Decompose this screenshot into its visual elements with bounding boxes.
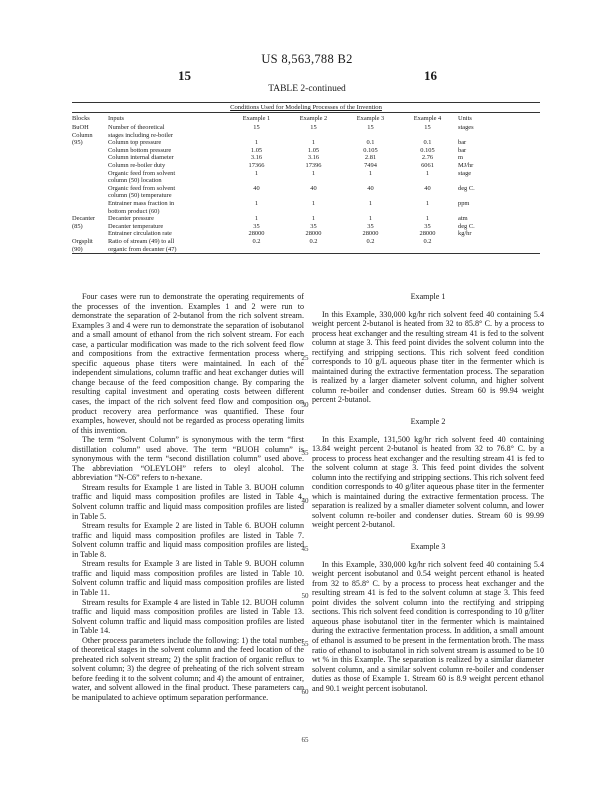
line-number: 45	[301, 545, 309, 553]
page-number-right: 16	[424, 68, 437, 83]
table-cell: 17396	[305, 162, 322, 170]
table-cell	[72, 177, 108, 185]
table-cell: 1	[254, 169, 259, 177]
table-cell: 40	[424, 184, 431, 192]
example-heading: Example 3	[410, 542, 446, 552]
table-subtitle: Conditions Used for Modeling Processes of the Invention	[230, 104, 382, 111]
table-row	[72, 230, 540, 238]
table-cell: bar	[458, 139, 467, 147]
table-cell: 35	[253, 222, 260, 230]
table-cell: kg/hr	[458, 230, 472, 238]
table-caption: TABLE 2-continued	[268, 84, 346, 94]
table-row	[72, 170, 540, 178]
table-cell: BuOH	[72, 124, 89, 132]
table-cell: 6061	[421, 162, 434, 170]
paragraph: Other process parameters include the following: 1) the total number of theoretical stages in the solvent column and the feed location of the preheated rich solvent stream; 2) the split fraction of organic reflux to solvent column; 3) the degree of preheating of the rich solvent stream before feeding it to the solvent column; and 4) the amount of entrainer, water, and solvent allowed in the final product. These parameters can be manipulated to achieve optimum separation performance.	[72, 635, 304, 702]
table-cell: 3.16	[307, 154, 320, 162]
table-row	[72, 147, 540, 155]
example-heading: Example 2	[410, 417, 446, 427]
table-cell: bar	[458, 146, 467, 154]
table-cell	[342, 246, 399, 254]
table-cell: deg C.	[458, 222, 475, 230]
table-cell: Column top pressure	[108, 139, 162, 147]
table-cell: 1	[311, 139, 316, 147]
paragraph: Four cases were run to demonstrate the operating requirements of the processes of the invention. Examples 1 and 2 were run to demonstrate the separation of 2-butanol from the rich solvent stream. Examples 3 and 4 were run to demonstrate the separation of isobutanol and a small amount of ethanol from the rich solvent stream. For each case, a particular modification was made to the rich solvent feed flow and compositions from the extractive fermentation process where specific aqueous phase titers were maintained. In each of the independent simulations, column traffic and heat exchanger duties will change because of the feed composition change. By comparing the resulting capital investment and operating costs between different cases, the impact of the rich solvent feed flow and composition on product recovery area performance was quantified. These four examples, however, should not be regarded as process operating limits of this invention.	[72, 292, 304, 435]
table-row	[72, 162, 540, 170]
table-cell	[228, 132, 285, 140]
table-cell	[285, 192, 342, 200]
line-number: 55	[301, 640, 309, 648]
table-cell: 0.2	[252, 238, 261, 245]
table-cell: 40	[367, 184, 374, 192]
column-header: Example 4	[413, 114, 442, 122]
table-cell: 2.76	[421, 154, 434, 162]
line-number: 65	[301, 736, 309, 744]
column-header: Example 2	[299, 114, 328, 122]
table-cell	[228, 246, 285, 254]
line-number: 30	[301, 401, 309, 409]
table-cell	[399, 246, 456, 254]
table-cell	[72, 200, 108, 208]
table-cell	[456, 132, 540, 140]
table-cell	[72, 162, 108, 170]
table-cell: 1	[425, 169, 430, 177]
table-cell	[72, 192, 108, 200]
table-cell: Orgsplit	[72, 238, 93, 245]
table-cell	[72, 170, 108, 178]
table-row	[72, 139, 540, 147]
table-cell: Decanter temperature	[108, 222, 164, 230]
table-cell	[228, 192, 285, 200]
table-cell: 15	[310, 124, 317, 132]
paragraph: Stream results for Example 4 are listed in Table 12. BUOH column traffic and liquid mass composition profiles are listed in Table 13. Solvent column traffic and liquid mass composition profiles are listed in Table 14.	[72, 597, 304, 636]
table-cell	[342, 208, 399, 216]
table-cell: 0.1	[423, 139, 432, 147]
table-cell: ppm	[458, 200, 470, 208]
table-cell	[456, 208, 540, 216]
table-cell: 40	[253, 184, 260, 192]
table-cell: 0.2	[309, 238, 318, 245]
table-cell	[285, 246, 342, 254]
table-row	[72, 185, 540, 193]
table-cell: 1.05	[307, 146, 320, 154]
table-cell	[399, 132, 456, 140]
table-cell: Column bottom pressure	[108, 146, 172, 154]
table-cell: (90)	[72, 245, 83, 253]
table-cell: 1	[368, 200, 373, 208]
table-cell: column (50) temperature	[108, 192, 172, 200]
table-cell: Decanter	[72, 215, 96, 223]
table-cell: 17366	[248, 162, 265, 170]
table-cell	[456, 246, 540, 254]
table-row	[72, 208, 540, 216]
table-header-row	[72, 113, 540, 125]
table-cell: 1	[425, 200, 430, 208]
table-cell: 40	[310, 184, 317, 192]
table-cell: 35	[310, 222, 317, 230]
table-cell: Ratio of stream (49) to all	[108, 238, 175, 245]
table-cell: 0.105	[363, 146, 378, 154]
table-cell: 0.2	[423, 238, 432, 245]
table-cell: stages	[458, 124, 474, 132]
table-cell	[399, 208, 456, 216]
table-row	[72, 154, 540, 162]
table-cell	[72, 230, 108, 238]
table-cell	[72, 185, 108, 193]
table-cell: Column re-boiler duty	[108, 162, 166, 170]
table-row	[72, 238, 540, 246]
table-cell: 0.1	[366, 139, 375, 147]
conditions-table	[72, 102, 540, 254]
table-cell	[399, 192, 456, 200]
example-text: In this Example, 330,000 kg/hr rich solvent feed 40 containing 5.4 weight percent isobutanol and 0.54 weight percent ethanol is heated from 32 to 85.8° C. by a process to process heat exchanger and the resulting stream 41 is fed to the solvent column at stage 3. This feed point divides the solvent column into the rectifying and stripping sections. This rich solvent feed condition is corresponding to 10 g/liter aqueous phase isobutanol titer in the fermenter which is maintained during the extractive fermentation process. In addition, a small amount of ethanol is assumed to be present in the fermentation broth. The mass ratio of ethanol to isobutanol in rich solvent stream is assumed to be 10 wt % in this Example. The separation is realized by a similar diameter solvent column, and a similar solvent column re-boiler and condenser duties as those of Example 1. Stream 60 is 8.9 weight percent ethanol and 90.1 weight percent isobutanol.	[312, 559, 544, 693]
table-cell	[342, 177, 399, 185]
table-cell: 7494	[364, 162, 377, 170]
table-cell: Organic feed from solvent	[108, 184, 176, 192]
paragraph: Stream results for Example 2 are listed in Table 6. BUOH column traffic and liquid mass composition profiles are listed in Table 7. Solvent column traffic and liquid mass composition profiles are listed in Table 8.	[72, 521, 304, 559]
line-number: 35	[301, 449, 309, 457]
table-cell: 1	[425, 215, 430, 223]
table-row	[72, 177, 540, 185]
paragraph: The term “Solvent Column” is synonymous with the term “first distillation column” used above. The term “BUOH column” is synonymous with the term “second distillation column” used above. The abbreviation “OLEYLOH” refers to oleyl alcohol. The abbreviation “N-C6” refers to n-hexane.	[72, 435, 304, 483]
table-cell	[456, 177, 540, 185]
table-cell: 3.16	[250, 154, 263, 162]
table-row	[72, 215, 540, 223]
table-cell: Organic feed from solvent	[108, 169, 176, 177]
column-header: Inputs	[108, 114, 124, 122]
table-cell	[228, 208, 285, 216]
table-cell: 0.105	[420, 146, 435, 154]
table-cell: deg C.	[458, 184, 475, 192]
table-cell	[342, 132, 399, 140]
table-cell	[399, 177, 456, 185]
paragraph: Stream results for Example 3 are listed in Table 9. BUOH column traffic and liquid mass composition profiles are listed in Table 10. Solvent column traffic and liquid mass composition profiles are listed in Table 11.	[72, 559, 304, 597]
paragraph: Stream results for Example 1 are listed in Table 3. BUOH column traffic and liquid mass composition profiles are listed in Table 4. Solvent column traffic and liquid mass composition profiles are listed in Table 5.	[72, 482, 304, 521]
table-cell	[72, 147, 108, 155]
table-cell: 1	[311, 169, 316, 177]
table-cell: Column	[72, 131, 93, 139]
table-cell: MJ/hr	[458, 162, 474, 170]
table-row	[72, 223, 540, 231]
table-cell: Entrainer circulation rate	[108, 230, 172, 238]
table-row	[72, 124, 540, 132]
line-number: 40	[301, 497, 309, 505]
table-cell: organic from decanter (47)	[108, 245, 177, 253]
example-heading: Example 1	[410, 292, 446, 301]
table-cell	[285, 177, 342, 185]
table-cell: Number of theoretical	[108, 124, 165, 132]
table-cell: 28000	[419, 230, 436, 238]
table-cell: (95)	[72, 139, 83, 147]
column-header: Blocks	[72, 114, 90, 122]
table-cell: m	[458, 154, 463, 162]
table-row	[72, 246, 540, 254]
table-cell: 1	[368, 215, 373, 223]
table-cell: 1	[254, 200, 259, 208]
table-cell: 1	[368, 169, 373, 177]
table-cell: 1	[254, 215, 259, 223]
table-grid	[72, 113, 540, 254]
table-cell	[72, 208, 108, 216]
table-cell: 1	[311, 200, 316, 208]
line-number: 25	[301, 354, 309, 362]
table-cell	[456, 192, 540, 200]
table-cell: 28000	[305, 230, 322, 238]
line-number: 60	[301, 688, 309, 696]
example-text: In this Example, 131,500 kg/hr rich solvent feed 40 containing 13.84 weight percent 2-butanol is heated from 32 to 76.8° C. by a process to process heat exchanger and the resulting stream 41 is fed to the solvent column at stage 3. This feed point divides the solvent column into the rectifying and stripping sections. This rich solvent feed condition corresponds to 40 g/liter aqueous phase titer in the fermenter which is maintained during the extractive fermentation process. The separation is realized by a smaller diameter solvent column, and lower solvent column re-boiler and condenser duties. Stream 60 is 99.99 weight percent 2-butanol.	[312, 434, 544, 530]
table-cell: stage	[458, 169, 472, 177]
table-cell: atm	[458, 215, 468, 223]
table-cell: 0.2	[366, 238, 375, 245]
table-cell: 15	[424, 124, 431, 132]
table-cell: bottom product (60)	[108, 207, 160, 215]
column-header: Units	[458, 114, 472, 122]
table-cell: Decanter pressure	[108, 215, 154, 223]
table-cell: Column internal diameter	[108, 154, 174, 162]
table-cell	[285, 208, 342, 216]
table-cell: Entrainer mass fraction in	[108, 200, 175, 208]
table-cell: 1.05	[250, 146, 263, 154]
table-cell	[342, 192, 399, 200]
table-cell: (85)	[72, 222, 83, 230]
table-cell: 35	[424, 222, 431, 230]
table-cell	[72, 154, 108, 162]
table-cell: column (50) location	[108, 177, 162, 185]
patent-number: US 8,563,788 B2	[261, 52, 353, 66]
table-cell	[285, 132, 342, 140]
table-cell: 35	[367, 222, 374, 230]
table-bottom-rule	[72, 253, 540, 254]
column-header: Example 1	[242, 114, 271, 122]
table-cell: 1	[254, 139, 259, 147]
table-row	[72, 132, 540, 140]
right-text-column	[312, 292, 544, 693]
table-cell	[228, 177, 285, 185]
page-number-left: 15	[178, 68, 191, 83]
table-cell: 2.81	[364, 154, 377, 162]
table-cell: 28000	[362, 230, 379, 238]
column-header: Example 3	[356, 114, 385, 122]
line-number: 50	[301, 592, 309, 600]
table-cell: 28000	[248, 230, 265, 238]
table-cell: 1	[311, 215, 316, 223]
left-text-column	[72, 292, 304, 703]
table-cell: 15	[253, 124, 260, 132]
table-cell: stages including re-boiler	[108, 131, 173, 139]
table-row	[72, 192, 540, 200]
table-cell	[456, 238, 540, 246]
table-cell: 15	[367, 124, 374, 132]
table-row	[72, 200, 540, 208]
example-text: In this Example, 330,000 kg/hr rich solvent feed 40 containing 5.4 weight percent 2-butanol is heated from 32 to 85.8° C. by a process to process heat exchanger and the resulting stream 41 is fed to the solvent column at stage 3. This feed point divides the solvent column into the rectifying and stripping sections. This rich solvent feed condition corresponds to 10 g/L aqueous phase titer in the fermenter which is maintained during the extractive fermentation process. The separation is realized by a larger diameter solvent column, and higher solvent column re-boiler and condenser duties. Stream 60 is 99.94 weight percent 2-butanol.	[312, 309, 544, 405]
